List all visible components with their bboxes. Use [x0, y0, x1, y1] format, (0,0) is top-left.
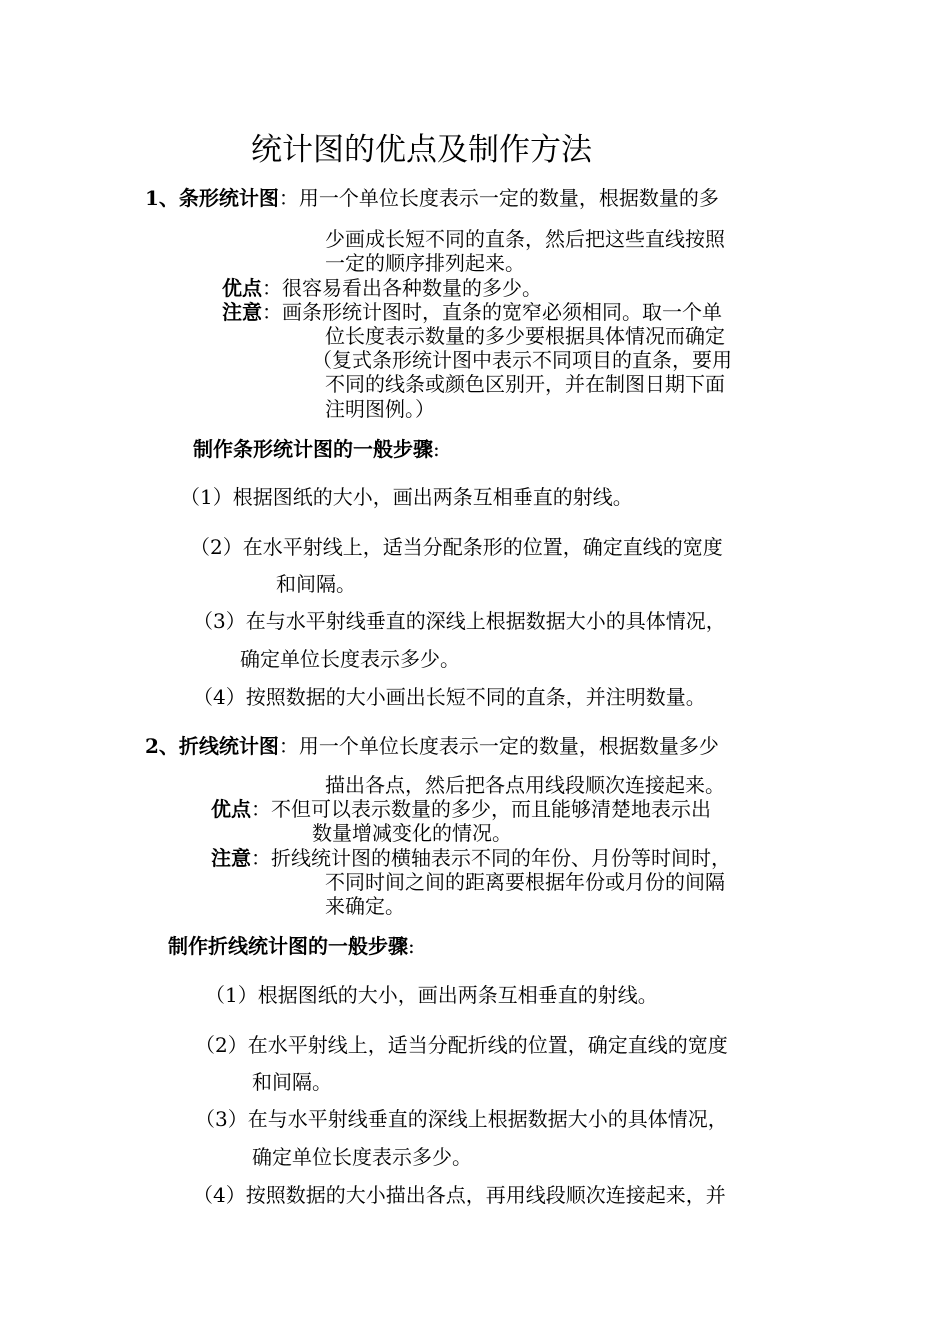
line-advantage-line-2: 数量增减变化的情况。	[312, 821, 512, 845]
line-note-line-2: 不同时间之间的距离要根据年份或月份的间隔	[325, 870, 725, 894]
bar-note-line-5: 注明图例。）	[325, 397, 435, 421]
line-step-1: （1）根据图纸的大小，画出两条互相垂直的射线。	[205, 983, 658, 1007]
line-advantage-text-1: ：不但可以表示数量的多少，而且能够清楚地表示出	[251, 797, 711, 821]
bar-definition-line-2: 少画成长短不同的直条，然后把这些直线按照	[325, 227, 725, 251]
bar-step-1: （1）根据图纸的大小，画出两条互相垂直的射线。	[180, 485, 633, 509]
line-advantage-line-1	[211, 797, 711, 821]
bar-definition-line-3: 一定的顺序排列起来。	[325, 251, 525, 275]
bar-note-line-2: 位长度表示数量的多少要根据具体情况而确定	[325, 324, 725, 348]
bar-advantage-line	[222, 276, 542, 300]
line-step-4: （4）按照数据的大小描出各点，再用线段顺次连接起来，并	[193, 1183, 726, 1207]
line-definition-line-2: 描出各点，然后把各点用线段顺次连接起来。	[325, 773, 725, 797]
line-steps-heading: 制作折线统计图的一般步骤	[168, 934, 408, 958]
line-advantage-label: 优点	[211, 797, 251, 821]
line-definition-line-1	[145, 734, 719, 758]
bar-note-text-1: ：画条形统计图时，直条的宽窄必须相同。取一个单	[262, 300, 722, 324]
bar-steps-colon: :	[433, 437, 440, 461]
bar-note-line-4: 不同的线条或颜色区别开，并在制图日期下面	[325, 372, 725, 396]
bar-step-3-line-1: （3）在与水平射线垂直的深线上根据数据大小的具体情况，	[193, 609, 726, 633]
page-title: 统计图的优点及制作方法	[251, 132, 592, 168]
line-steps-colon: :	[408, 934, 415, 958]
bar-step-2-line-2: 和间隔。	[276, 572, 356, 596]
bar-section-heading: 1、条形统计图	[145, 186, 279, 210]
bar-step-2-line-1: （2）在水平射线上，适当分配条形的位置，确定直线的宽度	[190, 535, 723, 559]
line-note-line-1	[211, 846, 731, 870]
bar-step-3-line-2: 确定单位长度表示多少。	[240, 647, 460, 671]
line-step-3-line-1: （3）在与水平射线垂直的深线上根据数据大小的具体情况，	[195, 1107, 728, 1131]
bar-steps-heading-line	[193, 437, 440, 461]
line-step-2-line-1: （2）在水平射线上，适当分配折线的位置，确定直线的宽度	[195, 1033, 728, 1057]
line-step-3-line-2: 确定单位长度表示多少。	[252, 1145, 472, 1169]
bar-steps-heading: 制作条形统计图的一般步骤	[193, 437, 433, 461]
line-note-label: 注意	[211, 846, 251, 870]
bar-note-label: 注意	[222, 300, 262, 324]
bar-advantage-text: ：很容易看出各种数量的多少。	[262, 276, 542, 300]
line-note-text-1: ：折线统计图的横轴表示不同的年份、月份等时间时，	[251, 846, 731, 870]
line-section-heading: 2、折线统计图	[145, 734, 279, 758]
line-definition-text-1: ：用一个单位长度表示一定的数量，根据数量多少	[278, 734, 719, 758]
bar-advantage-label: 优点	[222, 276, 262, 300]
line-note-line-3: 来确定。	[325, 894, 405, 918]
bar-definition-text-1: ：用一个单位长度表示一定的数量，根据数量的多	[278, 186, 719, 210]
bar-note-line-1	[222, 300, 722, 324]
bar-step-4: （4）按照数据的大小画出长短不同的直条，并注明数量。	[193, 685, 706, 709]
bar-definition-line-1	[145, 186, 719, 210]
line-step-2-line-2: 和间隔。	[252, 1070, 332, 1094]
line-steps-heading-line	[168, 934, 415, 958]
bar-note-line-3: （复式条形统计图中表示不同项目的直条，要用	[312, 348, 732, 372]
